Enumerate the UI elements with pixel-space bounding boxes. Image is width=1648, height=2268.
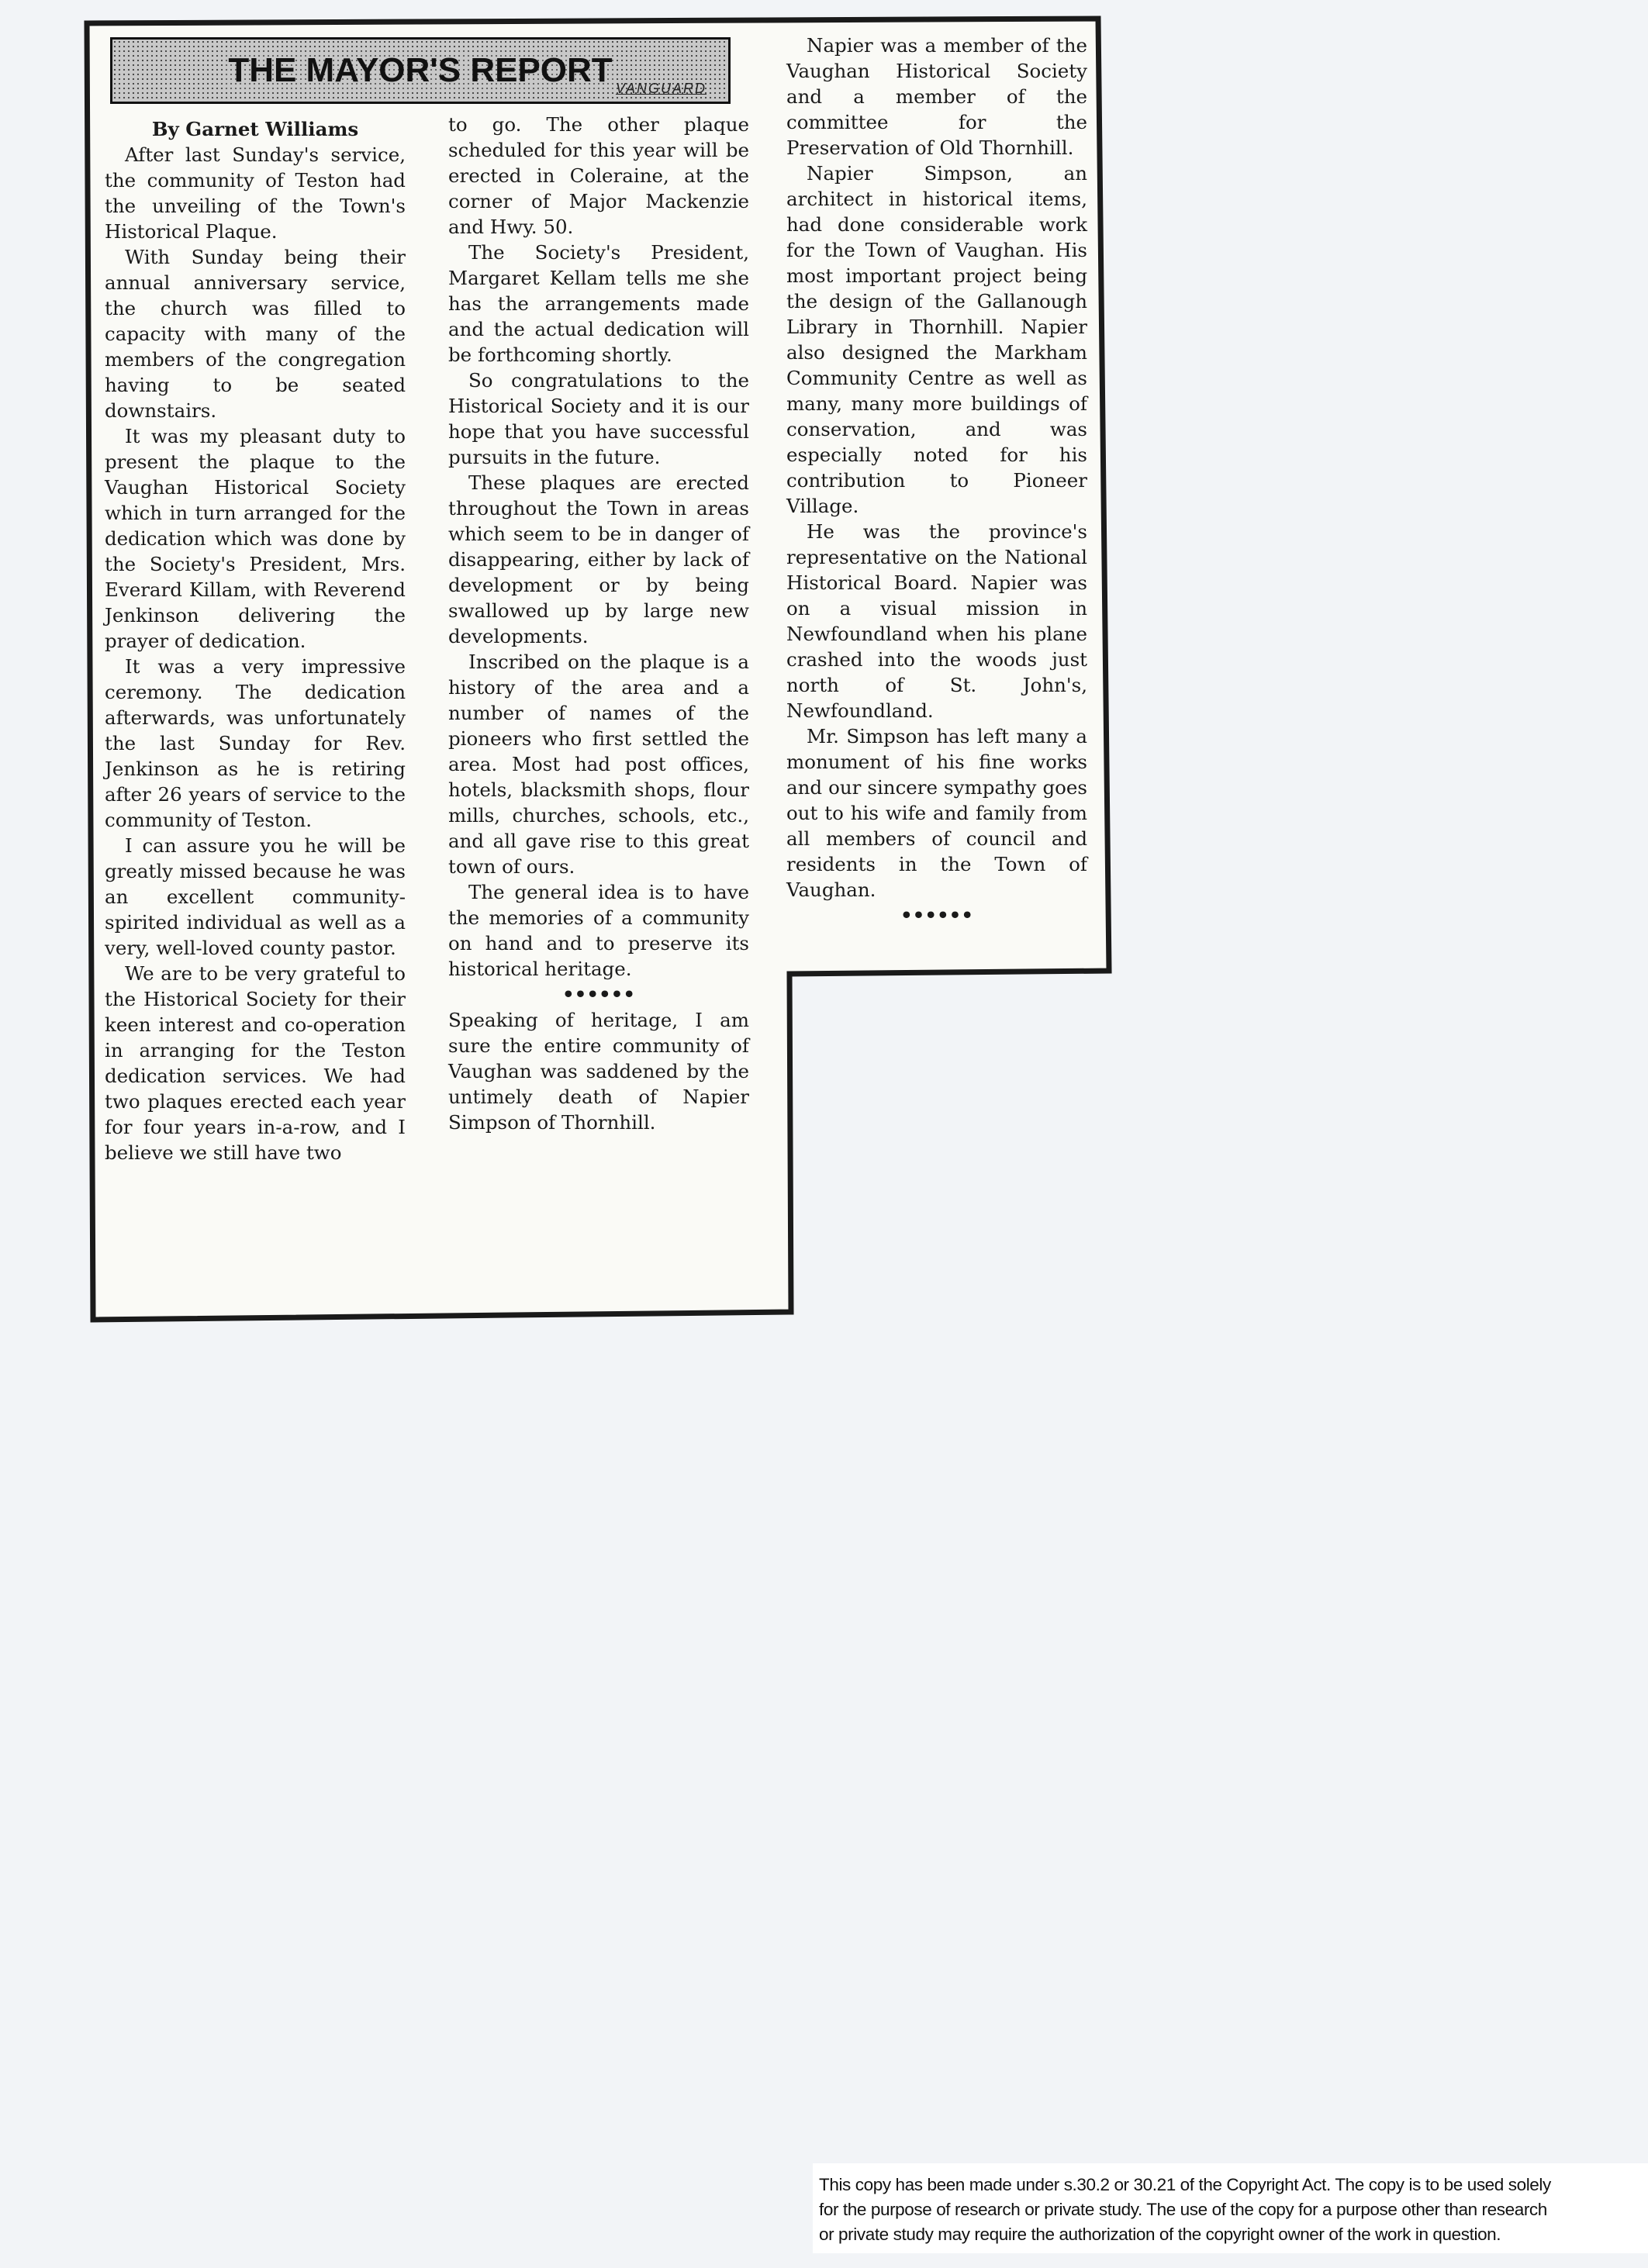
paragraph: With Sunday being their annual anniversary service, the church was filled to capacity with many of the members of the congregation having to be seated downstairs. [105, 246, 406, 422]
paragraph: After last Sunday's service, the community of Teston had the unveiling of the Town's Historical Plaque. [105, 143, 406, 243]
copyright-notice [813, 2163, 1648, 2253]
notice-line: This copy has been made under s.30.2 or 30.21 of the Copyright Act. The copy is to be used solely [819, 2175, 1551, 2194]
report-header [110, 37, 731, 104]
paragraph: So congratulations to the Historical Society and it is our hope that you have successful pursuits in the future. [448, 369, 749, 468]
byline: By Garnet Williams [151, 118, 359, 140]
paragraph: We are to be very grateful to the Historical Society for their keen interest and co-operation in arranging for the Teston dedication services. We had two plaques erected each year for four years in-a-row, and I believe we still have two [105, 962, 406, 1164]
report-title: THE MAYOR'S REPORT [225, 51, 615, 90]
paragraph: It was a very impressive ceremony. The dedication afterwards, was unfortunately the last Sunday for Rev. Jenkinson as he is retiring after 26 years of service to the community of Teston. [105, 655, 406, 831]
notice-line: or private study may require the authorization of the copyright owner of the work in question. [819, 2225, 1501, 2244]
source-stamp: VANGUARD [615, 81, 707, 96]
paragraph: The general idea is to have the memories of a community on hand and to preserve its historical heritage. [448, 881, 749, 980]
paragraph: Inscribed on the plaque is a history of the area and a number of names of the pioneers who first settled the area. Most had post offices, hotels, blacksmith shops, flour mills, churches, schools, etc., and all gave rise to this great town of ours. [448, 651, 749, 878]
paragraph: Napier was a member of the Vaughan Historical Society and a member of the committee for the Preservation of Old Thornhill. [786, 34, 1087, 159]
notice-line: for the purpose of research or private study. The use of the copy for a purpose other than research [819, 2200, 1547, 2219]
section-separator: •••••• [562, 983, 635, 1006]
paragraph-continued: to go. The other plaque scheduled for this year will be erected in Coleraine, at the corner of Major Mackenzie and Hwy. 50. [448, 113, 749, 238]
paragraph: Speaking of heritage, I am sure the entire community of Vaughan was saddened by the untimely death of Napier Simpson of Thornhill. [448, 1009, 749, 1134]
article-column-3 [786, 33, 1087, 928]
paragraph: He was the province's representative on the National Historical Board. Napier was on a visual mission in Newfoundland when his plane crashed into the woods just north of St. John's, Newfoundland. [786, 520, 1087, 722]
paragraph: The Society's President, Margaret Kellam tells me she has the arrangements made and the actual dedication will be forthcoming shortly. [448, 241, 749, 366]
paragraph: Napier Simpson, an architect in historical items, had done considerable work for the Town of Vaughan. His most important project being the design of the Gallanough Library in Thornhill. Napier also designed the Markham Community Centre as well as many, many more buildings of conservation, and was especially noted for his contribution to Pioneer Village. [786, 162, 1087, 517]
paragraph: I can assure you he will be greatly missed because he was an excellent community-spirited individual as well as a very, well-loved county pastor. [105, 834, 406, 959]
paragraph: These plaques are erected throughout the Town in areas which seem to be in danger of disappearing, either by lack of development or by being swallowed up by large new developments. [448, 471, 749, 647]
paragraph: It was my pleasant duty to present the plaque to the Vaughan Historical Society which in turn arranged for the dedication which was done by the Society's President, Mrs. Everard Killam, with Reverend Jenkinson delivering the prayer of dedication. [105, 425, 406, 652]
article-column-1 [105, 116, 406, 1165]
article-column-2 [448, 112, 749, 1135]
end-mark: •••••• [900, 904, 973, 927]
paragraph: Mr. Simpson has left many a monument of his fine works and our sincere sympathy goes out to his wife and family from all members of council and residents in the Town of Vaughan. [786, 725, 1087, 901]
